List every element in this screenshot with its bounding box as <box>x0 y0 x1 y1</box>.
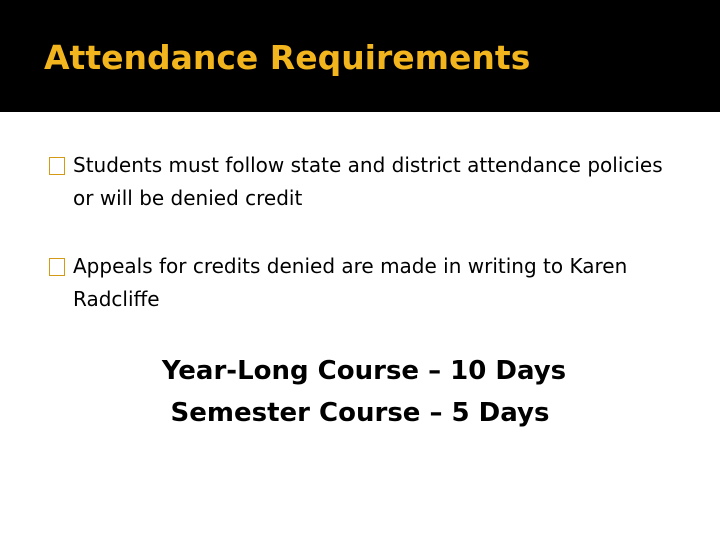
bullet-text: Students must follow state and district attendance policies or will be denied credit <box>73 153 663 210</box>
bullet-box-icon <box>49 157 65 175</box>
bullet-box-icon <box>49 258 65 276</box>
title-bar <box>0 0 720 112</box>
course-day-limits <box>0 350 720 434</box>
bullet-text: Appeals for credits denied are made in writing to Karen Radcliffe <box>73 254 628 311</box>
bullet-item <box>49 250 689 316</box>
semester-course-limit: Semester Course – 5 Days <box>170 398 550 428</box>
year-long-course-limit: Year-Long Course – 10 Days <box>161 356 567 386</box>
slide-title: Attendance Requirements <box>44 38 531 77</box>
bullet-item <box>49 149 689 215</box>
